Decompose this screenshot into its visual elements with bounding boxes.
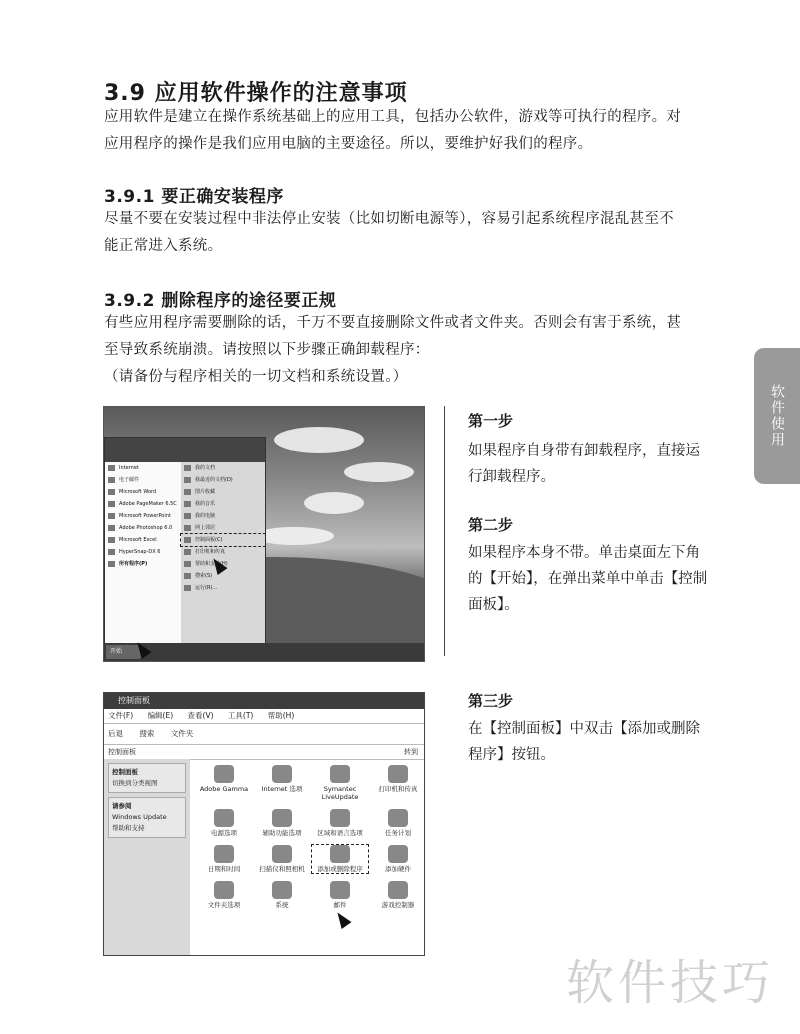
intro-line: 应用软件是建立在操作系统基础上的应用工具，包括办公软件，游戏等可执行的程序。对 — [104, 109, 682, 125]
menu-view[interactable]: 查看(V) — [187, 711, 214, 720]
subsection-paragraph-1 — [104, 206, 724, 260]
cp-icon-item[interactable] — [196, 881, 252, 909]
cp-icon-label: 文件夹选项 — [207, 901, 241, 909]
start-menu-item[interactable]: 帮助和支持(H) — [181, 558, 265, 570]
see-also-link[interactable]: Windows Update — [112, 813, 167, 821]
mail-icon — [330, 881, 350, 899]
start-menu — [104, 437, 266, 644]
step-line: 面板】。 — [468, 597, 519, 613]
start-menu-item[interactable]: Microsoft Excel — [105, 534, 181, 546]
power-icon — [214, 809, 234, 827]
go-button[interactable]: 转到 — [404, 748, 418, 756]
cloud — [304, 492, 364, 514]
back-button[interactable]: 后退 — [108, 729, 123, 738]
subsection-paragraph-2 — [104, 310, 724, 391]
start-menu-item[interactable]: Microsoft PowerPoint — [105, 510, 181, 522]
step-line: 在【控制面板】中双击【添加或删除 — [468, 721, 700, 737]
cp-icon-item[interactable] — [196, 765, 252, 801]
intro-line: 应用程序的操作是我们应用电脑的主要途径。所以，要维护好我们的程序。 — [104, 136, 593, 152]
start-menu-item[interactable]: 搜索(S) — [181, 570, 265, 582]
control-panel-item[interactable]: 控制面板(C) — [181, 534, 265, 546]
folders-button[interactable]: 文件夹 — [170, 729, 194, 738]
see-also-box — [108, 797, 186, 838]
cp-icon-item[interactable] — [254, 809, 310, 837]
cp-icon-label: 电源选项 — [211, 829, 237, 837]
cp-icon-label: 扫描仪和照相机 — [259, 865, 305, 873]
add-remove-programs-item[interactable] — [312, 845, 368, 873]
step-text-3 — [468, 716, 728, 768]
task-pane-title: 控制面板 — [112, 768, 138, 776]
start-button[interactable]: 开始 — [106, 645, 144, 659]
cp-icon-label: 添加硬件 — [385, 865, 411, 873]
start-menu-item[interactable]: Microsoft Word — [105, 486, 181, 498]
cp-icon-item[interactable] — [196, 845, 252, 873]
cp-icon-item[interactable] — [312, 765, 368, 801]
cp-icon-label: 系统 — [275, 901, 289, 909]
start-menu-item[interactable]: Internet — [105, 462, 181, 474]
start-menu-left — [105, 462, 181, 643]
paragraph-line: （请备份与程序相关的一切文档和系统设置。） — [104, 369, 408, 385]
step-line: 如果程序自身带有卸载程序，直接运 — [468, 443, 700, 459]
window-titlebar: 控制面板 — [104, 693, 424, 709]
menu-help[interactable]: 帮助(H) — [267, 711, 295, 720]
all-programs-item[interactable]: 所有程序(P) — [105, 558, 181, 570]
address-bar[interactable] — [104, 745, 424, 760]
game-controller-icon — [388, 881, 408, 899]
start-menu-item[interactable]: 打印机和传真 — [181, 546, 265, 558]
paragraph-line: 能正常进入系统。 — [104, 238, 223, 254]
cp-icon-item[interactable] — [312, 881, 368, 909]
cp-icon-label: 添加或删除程序 — [317, 865, 363, 873]
internet-options-icon — [272, 765, 292, 783]
system-icon — [272, 881, 292, 899]
accessibility-icon — [272, 809, 292, 827]
step-line: 的【开始】，在弹出菜单中单击【控制 — [468, 571, 708, 587]
cp-icon-label: Symantec LiveUpdate — [321, 785, 359, 801]
cp-icon-item[interactable] — [370, 881, 425, 909]
divider — [444, 406, 445, 656]
see-also-title: 请参阅 — [112, 802, 132, 810]
control-panel-screenshot — [103, 692, 425, 956]
watermark: 软件技巧 — [566, 955, 775, 1011]
step-line: 如果程序本身不带。单击桌面左下角 — [468, 545, 700, 561]
intro-paragraph — [104, 104, 724, 158]
address-value: 控制面板 — [108, 748, 136, 756]
start-menu-item[interactable]: HyperSnap-DX 6 — [105, 546, 181, 558]
taskbar — [104, 643, 424, 661]
menu-tools[interactable]: 工具(T) — [227, 711, 254, 720]
menu-bar — [104, 709, 424, 724]
step-text-1 — [468, 438, 728, 490]
cp-icon-label: Adobe Gamma — [199, 785, 249, 793]
menu-file[interactable]: 文件(F) — [108, 711, 134, 720]
cp-icon-item[interactable] — [254, 881, 310, 909]
paragraph-line: 尽量不要在安装过程中非法停止安装（比如切断电源等），容易引起系统程序混乱甚至不 — [104, 211, 674, 227]
cp-icon-label: 邮件 — [333, 901, 347, 909]
cp-icon-item[interactable] — [370, 845, 425, 873]
start-menu-item[interactable]: 电子邮件 — [105, 474, 181, 486]
cp-icon-item[interactable] — [370, 765, 425, 801]
cp-icon-item[interactable] — [196, 809, 252, 837]
paragraph-line: 有些应用程序需要删除的话，千万不要直接删除文件或者文件夹。否则会有害于系统，甚 — [104, 315, 682, 331]
switch-view-link[interactable]: 切换到分类视图 — [112, 779, 158, 787]
subsection-title-1: 3.9.1 要正确安装程序 — [104, 187, 284, 207]
printer-icon — [388, 765, 408, 783]
mouse-cursor-icon — [332, 909, 351, 929]
start-menu-item[interactable]: 我的电脑 — [181, 510, 265, 522]
step-title-3: 第三步 — [468, 692, 514, 710]
start-menu-item[interactable]: 我最近的文档(D) — [181, 474, 265, 486]
see-also-link[interactable]: 帮助和支持 — [112, 824, 145, 832]
step-title-2: 第二步 — [468, 516, 514, 534]
side-tab: 软件使用 — [754, 348, 800, 484]
desktop-screenshot — [103, 406, 425, 662]
cp-icon-label: Internet 选项 — [261, 785, 303, 793]
toolbar — [104, 724, 424, 745]
scheduled-tasks-icon — [388, 809, 408, 827]
step-title-1: 第一步 — [468, 412, 514, 430]
cloud — [344, 462, 414, 482]
start-menu-item[interactable]: Adobe PageMaker 6.5C — [105, 498, 181, 510]
cp-icon-label: 区域和语言选项 — [317, 829, 363, 837]
cp-icon-item[interactable] — [312, 809, 368, 837]
cp-icon-label: 日期和时间 — [207, 865, 241, 873]
start-menu-item[interactable]: 运行(R)... — [181, 582, 265, 594]
start-menu-item[interactable]: Adobe Photoshop 6.0 — [105, 522, 181, 534]
clock-icon — [214, 845, 234, 863]
scanner-icon — [272, 845, 292, 863]
liveupdate-icon — [330, 765, 350, 783]
cp-icon-label: 打印机和传真 — [378, 785, 418, 793]
control-panel-icons — [196, 765, 420, 909]
task-pane-box — [108, 763, 186, 793]
cp-icon-item[interactable] — [254, 845, 310, 873]
start-menu-item[interactable]: 网上邻居 — [181, 522, 265, 534]
cloud — [254, 527, 334, 545]
start-menu-item[interactable]: 我的音乐 — [181, 498, 265, 510]
globe-icon — [330, 809, 350, 827]
subsection-title-2: 3.9.2 删除程序的途径要正规 — [104, 291, 337, 311]
task-pane — [104, 759, 190, 955]
paragraph-line: 至导致系统崩溃。请按照以下步骤正确卸载程序： — [104, 342, 430, 358]
search-button[interactable]: 搜索 — [139, 729, 155, 738]
cp-icon-label: 辅助功能选项 — [262, 829, 302, 837]
menu-edit[interactable]: 编辑(E) — [147, 711, 174, 720]
cloud — [274, 427, 364, 453]
add-remove-programs-icon — [330, 845, 350, 863]
adobe-gamma-icon — [214, 765, 234, 783]
start-menu-header — [105, 438, 265, 462]
add-hardware-icon — [388, 845, 408, 863]
step-text-2 — [468, 540, 728, 618]
cp-icon-item[interactable] — [254, 765, 310, 801]
cp-icon-item[interactable] — [370, 809, 425, 837]
step-line: 行卸载程序。 — [468, 469, 555, 485]
start-menu-item[interactable]: 图片收藏 — [181, 486, 265, 498]
cp-icon-label: 任务计划 — [385, 829, 411, 837]
cp-icon-label: 游戏控制器 — [381, 901, 415, 909]
start-menu-right — [181, 462, 265, 643]
section-heading: 3.9 应用软件操作的注意事项 — [104, 81, 408, 106]
start-menu-item[interactable]: 我的文档 — [181, 462, 265, 474]
folder-options-icon — [214, 881, 234, 899]
step-line: 程序】按钮。 — [468, 747, 555, 763]
